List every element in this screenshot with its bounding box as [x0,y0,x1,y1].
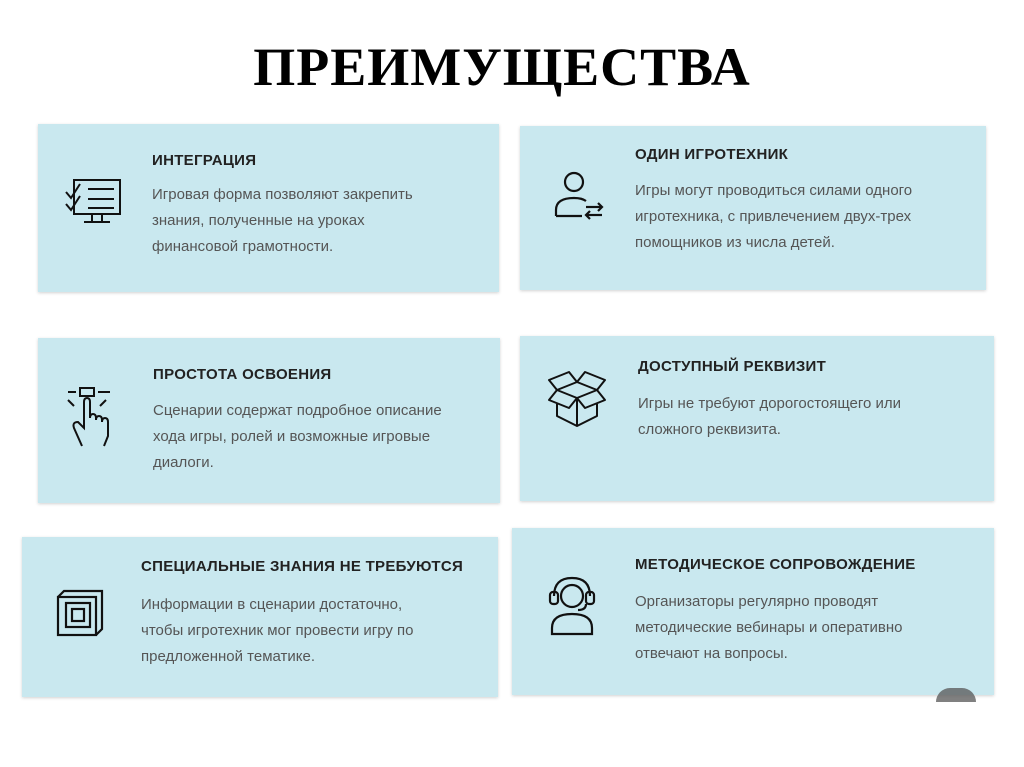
description-line: чтобы игротехник мог провести игру по [141,622,414,639]
hand-touch-icon [62,384,126,448]
page-title: ПРЕИМУЩЕСТВА [253,37,751,97]
decorative-shadow [936,688,976,702]
description-line: методические вебинары и оперативно [635,619,903,636]
description-line: Игровая форма позволяют закрепить [152,186,413,203]
card-heading: ДОСТУПНЫЙ РЕКВИЗИТ [638,358,827,375]
card-heading: ОДИН ИГРОТЕХНИК [635,146,789,163]
card-description [638,391,901,443]
description-line: сложного реквизита. [638,421,781,438]
card-description [635,589,903,667]
description-line: Сценарии содержат подробное описание [153,402,442,419]
card-one-game-technician [520,126,986,290]
card-heading: МЕТОДИЧЕСКОЕ СОПРОВОЖДЕНИЕ [635,556,916,573]
description-line: Игры не требуют дорогостоящего или [638,395,902,412]
description-line: знания, полученные на уроках [152,212,365,229]
card-no-special-knowledge [22,537,498,697]
description-line: хода игры, ролей и возможные игровые [153,428,431,445]
description-line: предложенной тематике. [141,648,316,665]
description-line: игротехника, с привлечением двух-трех [635,208,912,225]
description-line: Игры могут проводиться силами одного [635,182,913,199]
card-integration [38,124,499,292]
description-line: диалоги. [153,454,214,471]
open-box-icon [545,366,609,430]
card-heading: СПЕЦИАЛЬНЫЕ ЗНАНИЯ НЕ ТРЕБУЮТСЯ [141,558,464,575]
checklist-monitor-icon [62,172,126,236]
card-methodical-support [512,528,994,695]
card-heading: ПРОСТОТА ОСВОЕНИЯ [153,366,332,383]
card-description [152,182,413,260]
description-line: Информации в сценарии достаточно, [141,596,403,613]
description-line: помощников из числа детей. [635,234,835,251]
card-description [153,398,442,476]
card-description [635,178,912,256]
card-ease-of-learning [38,338,500,503]
person-exchange-icon [546,164,610,228]
description-line: финансовой грамотности. [152,238,334,255]
description-line: отвечают на вопросы. [635,645,788,662]
stacked-documents-icon [50,581,114,645]
card-heading: ИНТЕГРАЦИЯ [152,152,257,169]
headset-support-icon [540,572,604,636]
card-description [141,592,414,670]
description-line: Организаторы регулярно проводят [635,593,879,610]
card-affordable-props [520,336,994,501]
